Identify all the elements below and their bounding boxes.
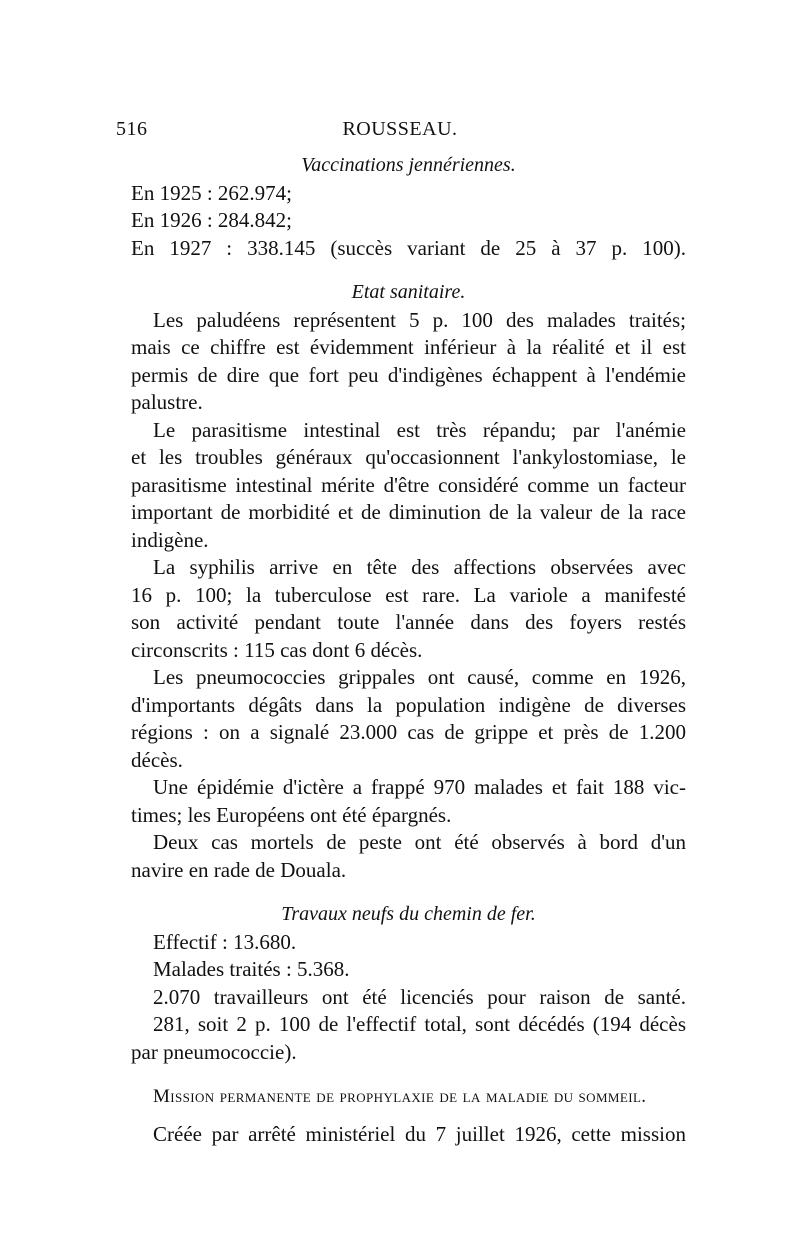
text-line: palustre. <box>131 390 203 414</box>
text-line: Effectif : 13.680. <box>153 929 297 954</box>
text-line: navire en rade de Douala. <box>131 857 347 882</box>
text-line: La syphilis arrive en tête des affections observées avec <box>153 555 686 579</box>
text-line: régions : on a signalé 23.000 cas de grippe et près de 1.200 <box>131 720 686 744</box>
text-line: par pneumococcie). <box>131 1039 297 1064</box>
text-line: Le parasitisme intestinal est très répandu; par l'anémie <box>153 417 686 442</box>
text-line: Les paludéens représentent 5 p. 100 des malades traités; <box>153 307 686 332</box>
section-heading-travaux: Travaux neufs du chemin de fer. <box>281 903 536 925</box>
text-line: 281, soit 2 p. 100 de l'effectif total, sont décédés (194 décès <box>153 1012 686 1036</box>
text-line: Malades traités : 5.368. <box>153 957 350 981</box>
running-head: ROUSSEAU. <box>342 118 458 140</box>
text-line: mais ce chiffre est évidemment inférieur à la réalité et il est <box>131 335 686 359</box>
text-line: et les troubles généraux qu'occasionnent l'ankylostomiase, le <box>131 445 686 469</box>
page-number: 516 <box>116 118 148 140</box>
text-line: son activité pendant toute l'année dans des foyers restés <box>131 610 686 634</box>
text-line: En 1927 : 338.145 (succès variant de 25 à 37 p. 100). <box>131 235 686 260</box>
section-heading-mission: Mission permanente de prophylaxie de la maladie du sommeil. <box>153 1086 647 1107</box>
text-line: Une épidémie d'ictère a frappé 970 malades et fait 188 vic- <box>153 775 686 799</box>
text-line: 2.070 travailleurs ont été licenciés pour raison de santé. <box>153 984 686 1009</box>
section-heading-vaccinations: Vaccinations jennériennes. <box>301 154 516 176</box>
section-heading-etat-sanitaire: Etat sanitaire. <box>351 281 466 303</box>
text-line: circonscrits : 115 cas dont 6 décès. <box>131 637 423 662</box>
text-line: Créée par arrêté ministériel du 7 juillet 1926, cette mission <box>153 1121 686 1146</box>
text-line: indigène. <box>131 527 209 552</box>
text-line: parasitisme intestinal mérite d'être considéré comme un facteur <box>131 472 686 497</box>
text-line: En 1926 : 284.842; <box>131 208 292 232</box>
page-header <box>116 118 684 148</box>
text-line: d'importants dégâts dans la population indigène de diverses <box>131 692 686 717</box>
page-body <box>131 152 686 1148</box>
text-line: Les pneumococcies grippales ont causé, comme en 1926, <box>153 665 686 689</box>
text-line: times; les Européens ont été épargnés. <box>131 802 452 827</box>
text-line: En 1925 : 262.974; <box>131 180 292 205</box>
text-line: 16 p. 100; la tuberculose est rare. La variole a manifesté <box>131 582 686 607</box>
text-line: permis de dire que fort peu d'indigènes échappent à l'endémie <box>131 362 686 387</box>
text-line: important de morbidité et de diminution de la valeur de la race <box>131 500 686 524</box>
text-line: décès. <box>131 747 183 772</box>
text-line: Deux cas mortels de peste ont été observés à bord d'un <box>153 830 686 854</box>
